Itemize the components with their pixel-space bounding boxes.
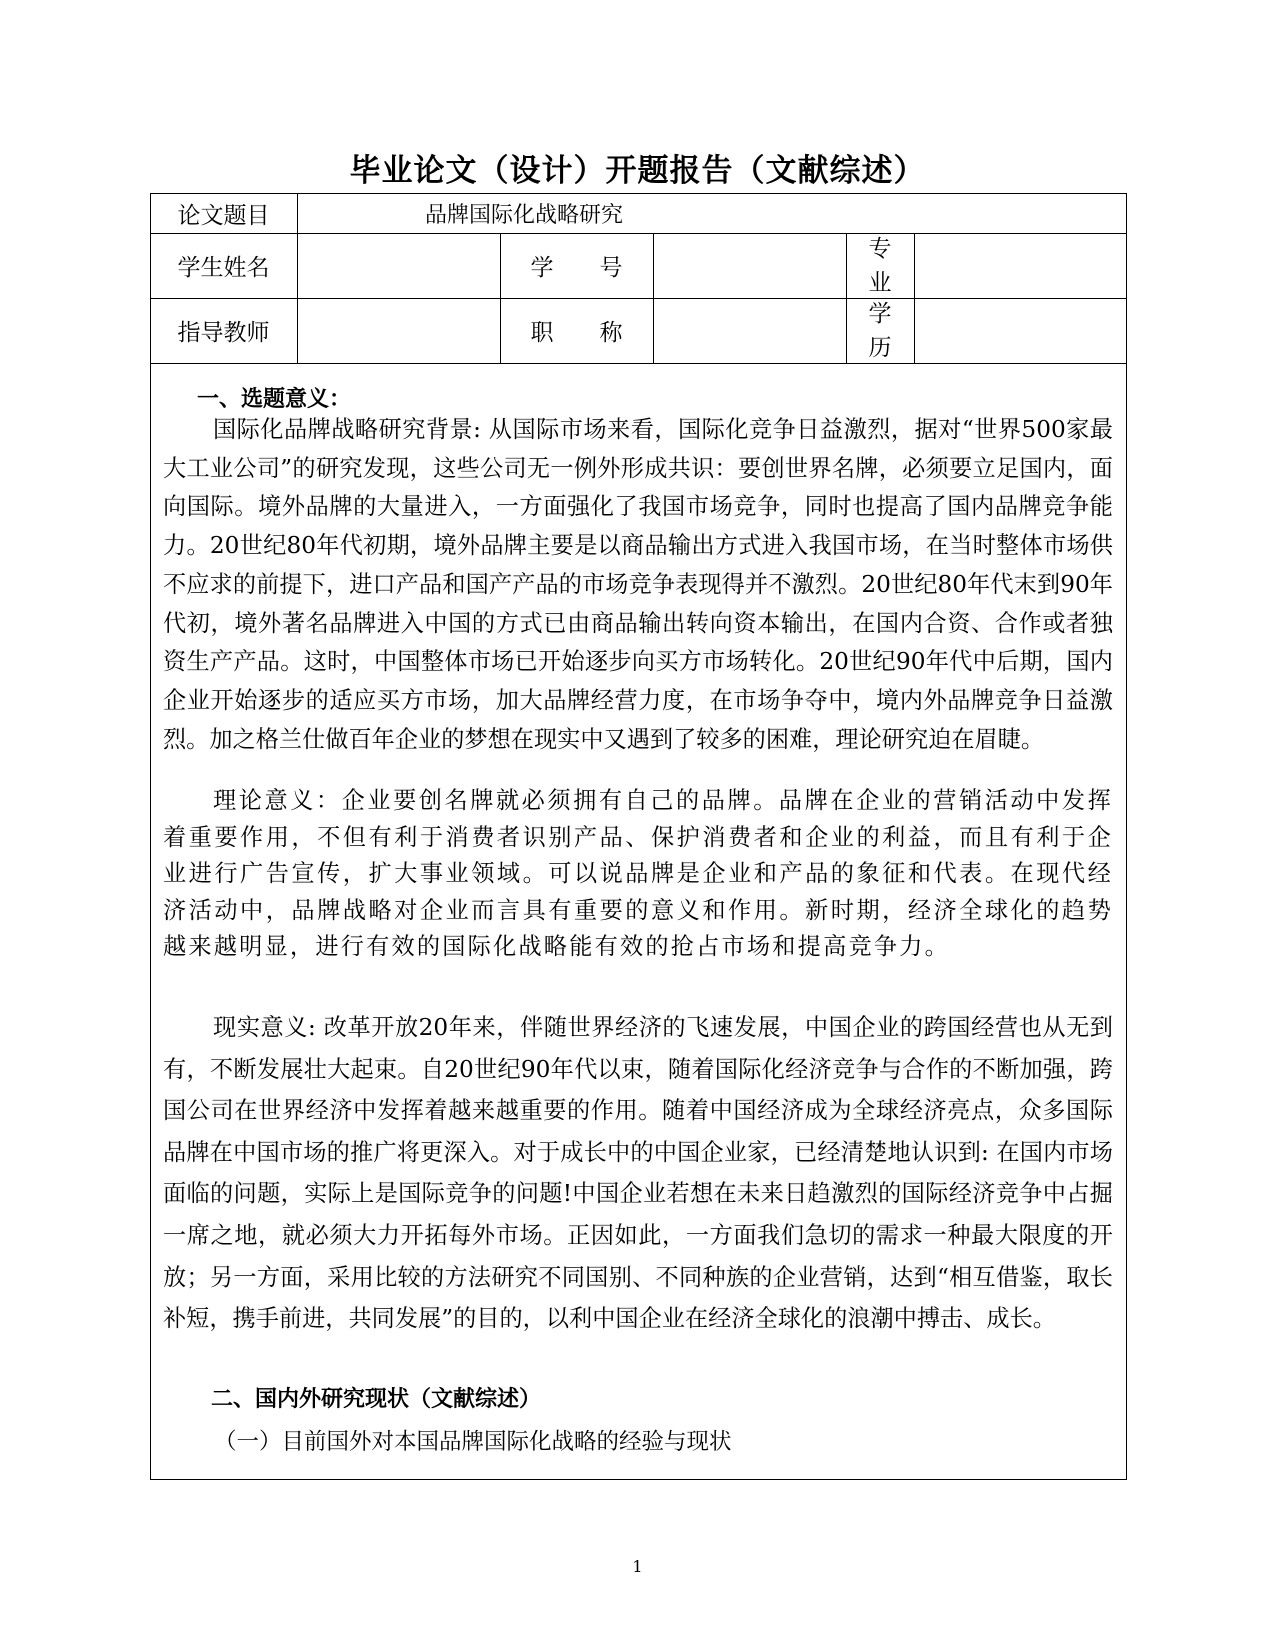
document-title: 毕业论文（设计）开题报告（文献综述）	[349, 153, 926, 189]
degree-label-char: 学	[868, 300, 892, 327]
student-name-field[interactable]	[298, 233, 500, 298]
subsection-heading: （一）目前国外对本国品牌国际化战略的经验与现状	[214, 1429, 732, 1455]
advisor-field[interactable]	[298, 298, 500, 363]
student-id-field[interactable]	[654, 233, 846, 298]
page-number: 1	[632, 1557, 643, 1576]
section-heading: 二、国内外研究现状（文献综述）	[211, 1387, 542, 1412]
paragraph-practice: 现实意义: 改革开放20年来，伴随世界经济的飞速发展，中国企业的跨国经营也从无到有，不断发展壮大起束。自20世纪90年代以束，随着国际化经济竞争与合作的不断加强，跨国公司在世界经济中发挥着越来越重要的作用。随着中国经济成为全球经济亮点，众多国际品牌在中国市场的推广将更深入。对于成长中的中国企业家，已经清楚地认识到: 在国内市场面临的问题，实际上是国际竞争的问题!中国企业若想在未来日趋激烈的国际经济竞争中占掘一席之地，就必须大力开拓每外市场。正因如此，一方面我们急切的需求一种最大限度的开放；另一方面，采用比较的方法研究不同国别、不同种族的企业营销，达到“相互借鉴，取长补短，携手前进，共同发展”的目的，以利中国企业在经济全球化的浪潮中搏击、成长。	[163, 1014, 1113, 1333]
job-title-label: 职 称	[530, 320, 623, 346]
major-field[interactable]	[915, 233, 1127, 298]
row-divider	[150, 363, 1127, 364]
student-id-label: 学 号	[530, 255, 623, 281]
advisor-label: 指导教师	[177, 320, 270, 346]
degree-label	[846, 298, 914, 363]
paragraph-theory: 理论意义：企业要创名牌就必须拥有自己的品牌。品牌在企业的营销活动中发挥着重要作用，不但有利于消费者识别产品、保护消费者和企业的利益，而且有利于企业进行广告宣传，扩大事业领域。可以说品牌是企业和产品的象征和代表。在现代经济活动中，品牌战略对企业而言具有重要的意义和作用。新时期，经济全球化的趋势越来越明显，进行有效的国际化战略能有效的抢占市场和提高竞争力。	[163, 787, 1113, 960]
thesis-title-label: 论文题目	[177, 202, 270, 229]
job-title-field[interactable]	[654, 298, 846, 363]
paragraph-background: 国际化品牌战略研究背景: 从国际市场来看，国际化竞争日益激烈，据对“世界500家最大工业公司”的研究发现，这些公司无一例外形成共识：要创世界名牌，必须要立足国内，面向国际。境外品牌的大量进入，一方面强化了我国市场竞争，同时也提高了国内品牌竞争能力。20世纪80年代初期，境外品牌主要是以商品输出方式进入我国市场，在当时整体市场供不应求的前提下，进口产品和国产产品的市场竞争表现得并不激烈。20世纪80年代末到90年代初，境外著名品牌进入中国的方式已由商品输出转向资本输出，在国内合资、合作或者独资生产产品。这时，中国整体市场已开始逐步向买方市场转化。20世纪90年代中后期，国内企业开始逐步的适应买方市场，加大品牌经营力度，在市场争夺中，境内外品牌竞争日益激烈。加之格兰仕做百年企业的梦想在现实中又遇到了较多的困难，理论研究迫在眉睫。	[163, 416, 1113, 753]
student-name-label: 学生姓名	[177, 255, 270, 281]
major-label-char: 专	[868, 235, 892, 262]
degree-label-char: 历	[868, 334, 892, 361]
major-label	[846, 233, 914, 298]
thesis-title-value: 品牌国际化战略研究	[425, 202, 624, 228]
degree-field[interactable]	[915, 298, 1127, 363]
major-label-char: 业	[868, 269, 892, 296]
section-heading: 一、选题意义：	[197, 387, 352, 412]
